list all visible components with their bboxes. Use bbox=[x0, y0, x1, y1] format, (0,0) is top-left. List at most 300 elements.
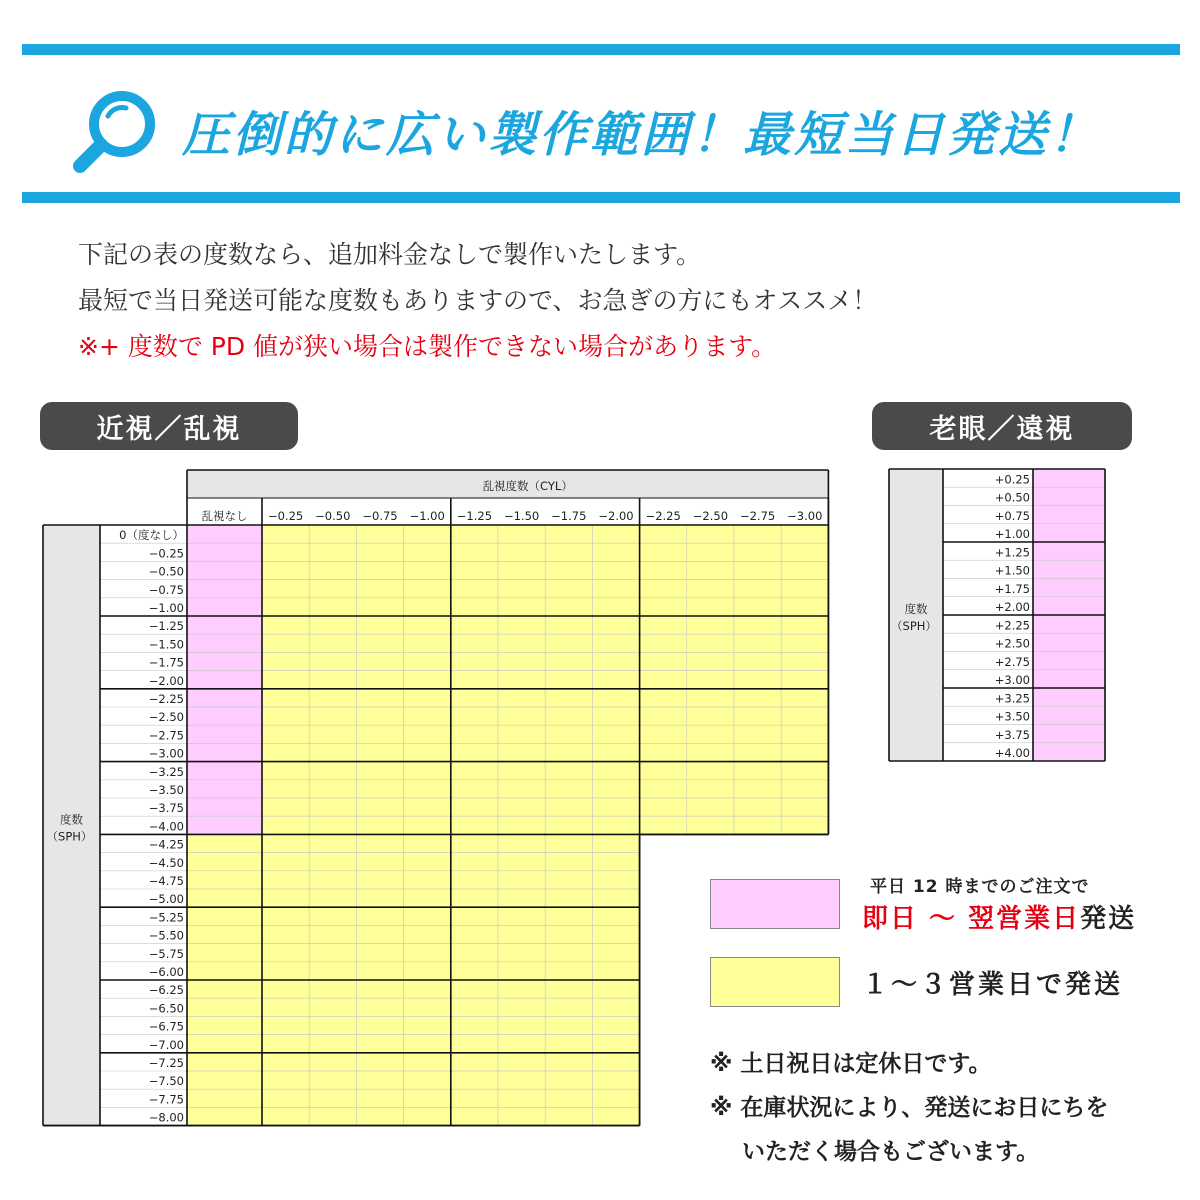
cell-no-cyl bbox=[187, 962, 262, 980]
note-line-3: いただく場合もございます。 bbox=[742, 1139, 1040, 1165]
cell-cyl bbox=[545, 871, 592, 889]
cell-cyl bbox=[592, 580, 639, 598]
cell-cyl bbox=[498, 1071, 545, 1089]
cell-cyl bbox=[451, 725, 498, 743]
cell-cyl bbox=[356, 652, 403, 670]
cell-cyl bbox=[781, 543, 828, 561]
cell-cyl bbox=[734, 743, 781, 761]
cell-cyl bbox=[451, 907, 498, 925]
cell-cyl bbox=[356, 1035, 403, 1053]
cell-cyl bbox=[451, 561, 498, 579]
cell-cyl bbox=[262, 743, 309, 761]
cell-cyl bbox=[545, 834, 592, 852]
cell-cyl bbox=[404, 743, 451, 761]
cell-cyl bbox=[734, 762, 781, 780]
row-header-sph: −1.75 bbox=[148, 655, 184, 670]
cell-cyl bbox=[687, 671, 734, 689]
cell-cyl bbox=[781, 816, 828, 834]
myopia-badge: 近視／乱視 bbox=[40, 402, 298, 450]
cell-cyl bbox=[592, 689, 639, 707]
cell-cyl bbox=[592, 1016, 639, 1034]
cell-cyl bbox=[309, 944, 356, 962]
cell-cyl bbox=[404, 1107, 451, 1125]
hyper-row-header: +0.50 bbox=[994, 490, 1030, 505]
cell-cyl bbox=[262, 925, 309, 943]
cell-cyl bbox=[262, 689, 309, 707]
cell-cyl bbox=[498, 707, 545, 725]
cell-cyl bbox=[451, 980, 498, 998]
cell-cyl bbox=[262, 798, 309, 816]
row-header-sph: −3.00 bbox=[148, 746, 184, 761]
cell-cyl bbox=[640, 743, 687, 761]
cell-cyl bbox=[356, 980, 403, 998]
cell-cyl bbox=[356, 889, 403, 907]
legend-pink-title-black: 発送 bbox=[1080, 904, 1137, 934]
cell-cyl bbox=[545, 561, 592, 579]
cell-cyl bbox=[262, 525, 309, 543]
hyper-row-header: +1.75 bbox=[994, 581, 1030, 596]
cell-cyl bbox=[498, 743, 545, 761]
row-header-sph: −5.75 bbox=[148, 946, 184, 961]
cell-cyl bbox=[592, 1035, 639, 1053]
cell-cyl bbox=[262, 780, 309, 798]
col-header-cyl: −0.50 bbox=[315, 509, 351, 523]
cell-cyl bbox=[309, 889, 356, 907]
hyper-row-header: +0.75 bbox=[994, 508, 1030, 523]
cell-cyl bbox=[404, 1071, 451, 1089]
cell-cyl bbox=[262, 598, 309, 616]
row-header-sph: −2.75 bbox=[148, 728, 184, 743]
cell-cyl bbox=[687, 816, 734, 834]
cell-cyl bbox=[404, 834, 451, 852]
cell-cyl bbox=[356, 671, 403, 689]
cell-cyl bbox=[451, 689, 498, 707]
hyper-cell bbox=[1033, 506, 1105, 524]
row-header-sph: −3.75 bbox=[148, 801, 184, 816]
cell-cyl bbox=[781, 707, 828, 725]
cell-cyl bbox=[404, 671, 451, 689]
cell-cyl bbox=[451, 598, 498, 616]
cell-cyl bbox=[309, 907, 356, 925]
note-line-1: ※ 土日祝日は定休日です。 bbox=[710, 1051, 992, 1077]
cell-cyl bbox=[498, 543, 545, 561]
cell-cyl bbox=[687, 743, 734, 761]
cell-cyl bbox=[309, 834, 356, 852]
cell-cyl bbox=[734, 543, 781, 561]
cell-cyl bbox=[545, 743, 592, 761]
cell-cyl bbox=[545, 1089, 592, 1107]
hyper-cell bbox=[1033, 652, 1105, 670]
cell-cyl bbox=[262, 907, 309, 925]
cell-cyl bbox=[451, 1089, 498, 1107]
cell-cyl bbox=[262, 634, 309, 652]
cell-no-cyl bbox=[187, 762, 262, 780]
row-header-sph: −8.00 bbox=[148, 1110, 184, 1125]
col-header-cyl: −2.25 bbox=[645, 509, 681, 523]
cell-cyl bbox=[781, 598, 828, 616]
cell-cyl bbox=[451, 998, 498, 1016]
cell-cyl bbox=[592, 925, 639, 943]
cell-cyl bbox=[592, 980, 639, 998]
cell-cyl bbox=[309, 962, 356, 980]
cell-cyl bbox=[592, 762, 639, 780]
cell-cyl bbox=[687, 580, 734, 598]
hyperopia-badge: 老眼／遠視 bbox=[872, 402, 1132, 450]
cell-cyl bbox=[309, 1071, 356, 1089]
cell-cyl bbox=[545, 616, 592, 634]
cell-cyl bbox=[545, 525, 592, 543]
cell-no-cyl bbox=[187, 1089, 262, 1107]
cell-cyl bbox=[451, 671, 498, 689]
cell-cyl bbox=[592, 998, 639, 1016]
cell-cyl bbox=[404, 616, 451, 634]
cell-cyl bbox=[356, 1089, 403, 1107]
cell-cyl bbox=[451, 707, 498, 725]
row-header-sph: −1.25 bbox=[148, 619, 184, 634]
cell-cyl bbox=[404, 798, 451, 816]
hyper-row-header: +0.25 bbox=[994, 472, 1030, 487]
cell-cyl bbox=[734, 652, 781, 670]
cell-cyl bbox=[545, 925, 592, 943]
cell-no-cyl bbox=[187, 944, 262, 962]
cell-cyl bbox=[592, 616, 639, 634]
cell-no-cyl bbox=[187, 889, 262, 907]
cell-no-cyl bbox=[187, 907, 262, 925]
cell-cyl bbox=[545, 962, 592, 980]
cell-cyl bbox=[262, 707, 309, 725]
cell-cyl bbox=[498, 1107, 545, 1125]
shipping-notes bbox=[710, 1042, 1108, 1174]
cell-cyl bbox=[640, 816, 687, 834]
cell-cyl bbox=[592, 1089, 639, 1107]
cell-cyl bbox=[356, 1071, 403, 1089]
cell-cyl bbox=[498, 853, 545, 871]
cell-cyl bbox=[262, 561, 309, 579]
cell-cyl bbox=[356, 907, 403, 925]
cell-cyl bbox=[356, 871, 403, 889]
cell-cyl bbox=[309, 598, 356, 616]
cell-cyl bbox=[640, 652, 687, 670]
cell-cyl bbox=[309, 1035, 356, 1053]
cell-cyl bbox=[592, 1053, 639, 1071]
cell-cyl bbox=[640, 798, 687, 816]
cell-cyl bbox=[404, 762, 451, 780]
cell-cyl bbox=[451, 871, 498, 889]
cell-cyl bbox=[404, 816, 451, 834]
cell-cyl bbox=[498, 580, 545, 598]
cell-cyl bbox=[498, 944, 545, 962]
legend-pink-note: 平日 12 時までのご注文で bbox=[870, 877, 1090, 897]
cell-cyl bbox=[262, 1053, 309, 1071]
hyper-row-header: +3.00 bbox=[994, 673, 1030, 687]
cell-cyl bbox=[640, 543, 687, 561]
cell-cyl bbox=[640, 616, 687, 634]
cell-cyl bbox=[451, 853, 498, 871]
cell-cyl bbox=[309, 689, 356, 707]
cell-cyl bbox=[545, 853, 592, 871]
cell-cyl bbox=[262, 616, 309, 634]
cell-cyl bbox=[734, 616, 781, 634]
hyper-row-header: +1.50 bbox=[994, 563, 1030, 578]
cell-cyl bbox=[451, 762, 498, 780]
cell-cyl bbox=[356, 998, 403, 1016]
row-header-sph: −3.50 bbox=[148, 783, 184, 797]
cell-cyl bbox=[545, 1107, 592, 1125]
cell-cyl bbox=[687, 543, 734, 561]
col-header-cyl: −0.75 bbox=[362, 509, 398, 523]
cell-no-cyl bbox=[187, 1016, 262, 1034]
cell-cyl bbox=[356, 543, 403, 561]
cell-cyl bbox=[404, 1053, 451, 1071]
sph-label-sub: （SPH） bbox=[46, 829, 93, 844]
hyper-row-header: +2.00 bbox=[994, 600, 1030, 614]
cell-cyl bbox=[687, 616, 734, 634]
cell-cyl bbox=[734, 525, 781, 543]
cell-cyl bbox=[356, 853, 403, 871]
cell-cyl bbox=[687, 762, 734, 780]
row-header-sph: −6.00 bbox=[148, 965, 184, 979]
cell-cyl bbox=[592, 871, 639, 889]
cell-cyl bbox=[309, 616, 356, 634]
cell-no-cyl bbox=[187, 816, 262, 834]
cell-cyl bbox=[262, 816, 309, 834]
cell-cyl bbox=[309, 871, 356, 889]
cell-no-cyl bbox=[187, 652, 262, 670]
cell-no-cyl bbox=[187, 780, 262, 798]
cell-cyl bbox=[687, 598, 734, 616]
col-header-cyl: −2.75 bbox=[739, 509, 776, 523]
cell-cyl bbox=[451, 1035, 498, 1053]
cell-cyl bbox=[640, 598, 687, 616]
row-header-sph: −2.00 bbox=[148, 673, 184, 688]
cell-cyl bbox=[592, 907, 639, 925]
cell-cyl bbox=[545, 1071, 592, 1089]
cell-cyl bbox=[498, 889, 545, 907]
cell-cyl bbox=[592, 1071, 639, 1089]
cell-cyl bbox=[404, 1016, 451, 1034]
cell-cyl bbox=[592, 707, 639, 725]
cell-cyl bbox=[262, 1089, 309, 1107]
cell-cyl bbox=[592, 598, 639, 616]
cell-cyl bbox=[309, 671, 356, 689]
cell-cyl bbox=[451, 944, 498, 962]
cell-cyl bbox=[356, 689, 403, 707]
cell-cyl bbox=[545, 652, 592, 670]
cell-cyl bbox=[451, 543, 498, 561]
cell-cyl bbox=[309, 980, 356, 998]
cell-cyl bbox=[498, 652, 545, 670]
row-header-sph: −5.50 bbox=[148, 928, 184, 943]
cell-no-cyl bbox=[187, 1107, 262, 1125]
cell-cyl bbox=[734, 598, 781, 616]
row-header-sph: −7.00 bbox=[148, 1037, 184, 1052]
cell-cyl bbox=[404, 1035, 451, 1053]
cell-cyl bbox=[262, 1016, 309, 1034]
cell-cyl bbox=[592, 652, 639, 670]
cell-cyl bbox=[404, 980, 451, 998]
cell-cyl bbox=[545, 725, 592, 743]
cell-cyl bbox=[262, 1035, 309, 1053]
row-header-sph: −3.25 bbox=[148, 764, 184, 779]
cell-cyl bbox=[781, 671, 828, 689]
cell-no-cyl bbox=[187, 707, 262, 725]
cell-cyl bbox=[781, 743, 828, 761]
cell-cyl bbox=[734, 561, 781, 579]
cell-cyl bbox=[309, 1053, 356, 1071]
cell-cyl bbox=[545, 907, 592, 925]
cell-cyl bbox=[498, 834, 545, 852]
cell-cyl bbox=[498, 1035, 545, 1053]
cell-cyl bbox=[451, 580, 498, 598]
cell-cyl bbox=[356, 962, 403, 980]
cell-no-cyl bbox=[187, 634, 262, 652]
col-header-cyl: −1.00 bbox=[409, 509, 445, 523]
row-header-sph: −4.50 bbox=[148, 855, 184, 870]
cell-cyl bbox=[781, 580, 828, 598]
row-header-sph: −4.25 bbox=[148, 837, 184, 852]
cell-cyl bbox=[356, 725, 403, 743]
cell-cyl bbox=[262, 944, 309, 962]
cell-cyl bbox=[451, 798, 498, 816]
cell-cyl bbox=[309, 725, 356, 743]
row-header-sph: −1.00 bbox=[148, 601, 184, 615]
cell-cyl bbox=[262, 762, 309, 780]
cell-cyl bbox=[404, 780, 451, 798]
cell-cyl bbox=[404, 725, 451, 743]
hyper-row-header: +1.00 bbox=[994, 527, 1030, 541]
cell-cyl bbox=[545, 580, 592, 598]
row-header-sph: −4.00 bbox=[148, 819, 184, 834]
col-header-no-cyl: 乱視なし bbox=[201, 509, 248, 523]
cell-cyl bbox=[262, 834, 309, 852]
row-header-sph: −5.00 bbox=[148, 892, 184, 907]
row-header-sph: −7.75 bbox=[148, 1092, 184, 1107]
cell-cyl bbox=[309, 543, 356, 561]
cell-cyl bbox=[498, 980, 545, 998]
cell-cyl bbox=[640, 762, 687, 780]
cell-cyl bbox=[262, 1107, 309, 1125]
cell-cyl bbox=[498, 1053, 545, 1071]
cell-cyl bbox=[451, 1071, 498, 1089]
legend-yellow-title: １～３営業日で発送 bbox=[862, 970, 1124, 1000]
cell-cyl bbox=[734, 634, 781, 652]
cell-cyl bbox=[262, 853, 309, 871]
cell-cyl bbox=[404, 543, 451, 561]
cell-cyl bbox=[309, 1107, 356, 1125]
cell-cyl bbox=[451, 780, 498, 798]
cell-cyl bbox=[640, 780, 687, 798]
cell-cyl bbox=[592, 525, 639, 543]
cell-cyl bbox=[309, 634, 356, 652]
col-header-cyl: −1.25 bbox=[456, 509, 493, 523]
cell-cyl bbox=[545, 1035, 592, 1053]
row-header-sph: −0.50 bbox=[148, 564, 184, 579]
hyper-cell bbox=[1033, 615, 1105, 633]
cell-cyl bbox=[592, 798, 639, 816]
cell-cyl bbox=[687, 798, 734, 816]
hyper-cell bbox=[1033, 560, 1105, 578]
cell-cyl bbox=[687, 525, 734, 543]
cell-cyl bbox=[545, 671, 592, 689]
hyper-cell bbox=[1033, 579, 1105, 597]
hyper-sph-label: 度数 bbox=[904, 602, 928, 616]
cell-cyl bbox=[640, 707, 687, 725]
row-header-sph: −7.50 bbox=[148, 1074, 184, 1089]
row-header-sph: −0.25 bbox=[148, 546, 184, 561]
cell-cyl bbox=[356, 743, 403, 761]
cell-cyl bbox=[592, 1107, 639, 1125]
cell-cyl bbox=[545, 543, 592, 561]
cell-cyl bbox=[781, 725, 828, 743]
cell-cyl bbox=[734, 798, 781, 816]
cell-cyl bbox=[404, 944, 451, 962]
cell-no-cyl bbox=[187, 743, 262, 761]
cell-cyl bbox=[498, 925, 545, 943]
cell-cyl bbox=[498, 634, 545, 652]
intro-line-1: 下記の表の度数なら、追加料金なしで製作いたします。 bbox=[78, 240, 702, 269]
cell-cyl bbox=[309, 780, 356, 798]
row-header-sph: −6.75 bbox=[148, 1019, 184, 1034]
cell-cyl bbox=[262, 671, 309, 689]
col-header-cyl: −0.25 bbox=[267, 509, 304, 523]
cell-cyl bbox=[404, 853, 451, 871]
cell-cyl bbox=[498, 725, 545, 743]
col-header-cyl: −3.00 bbox=[787, 509, 823, 523]
row-header-sph: −0.75 bbox=[148, 582, 184, 597]
cell-no-cyl bbox=[187, 543, 262, 561]
row-header-sph: −5.25 bbox=[148, 910, 184, 925]
cell-cyl bbox=[404, 634, 451, 652]
hyper-row-header: +3.75 bbox=[994, 727, 1030, 742]
cell-cyl bbox=[498, 1089, 545, 1107]
cell-cyl bbox=[356, 525, 403, 543]
cell-cyl bbox=[545, 689, 592, 707]
cell-cyl bbox=[309, 998, 356, 1016]
cell-no-cyl bbox=[187, 725, 262, 743]
cell-cyl bbox=[781, 780, 828, 798]
cell-cyl bbox=[545, 1053, 592, 1071]
cell-cyl bbox=[404, 707, 451, 725]
cell-cyl bbox=[356, 944, 403, 962]
note-line-2: ※ 在庫状況により、発送にお日にちを bbox=[710, 1095, 1109, 1121]
cell-cyl bbox=[592, 780, 639, 798]
row-header-sph: 0（度なし） bbox=[119, 528, 184, 543]
cell-no-cyl bbox=[187, 834, 262, 852]
cell-no-cyl bbox=[187, 671, 262, 689]
cell-cyl bbox=[592, 561, 639, 579]
hyper-sph-label-sub: （SPH） bbox=[891, 619, 937, 633]
cell-cyl bbox=[309, 580, 356, 598]
hyper-row-header: +3.25 bbox=[994, 691, 1030, 706]
cell-cyl bbox=[404, 998, 451, 1016]
cell-cyl bbox=[687, 707, 734, 725]
row-header-sph: −1.50 bbox=[148, 637, 184, 652]
cell-cyl bbox=[498, 616, 545, 634]
cell-cyl bbox=[734, 671, 781, 689]
cell-cyl bbox=[498, 561, 545, 579]
cell-cyl bbox=[640, 561, 687, 579]
cell-cyl bbox=[262, 543, 309, 561]
hyper-cell bbox=[1033, 670, 1105, 688]
cell-cyl bbox=[640, 634, 687, 652]
cell-cyl bbox=[451, 889, 498, 907]
cell-cyl bbox=[592, 725, 639, 743]
cell-cyl bbox=[545, 816, 592, 834]
cell-no-cyl bbox=[187, 598, 262, 616]
cell-cyl bbox=[781, 634, 828, 652]
hyper-row-header: +3.50 bbox=[994, 709, 1030, 724]
cell-cyl bbox=[592, 889, 639, 907]
